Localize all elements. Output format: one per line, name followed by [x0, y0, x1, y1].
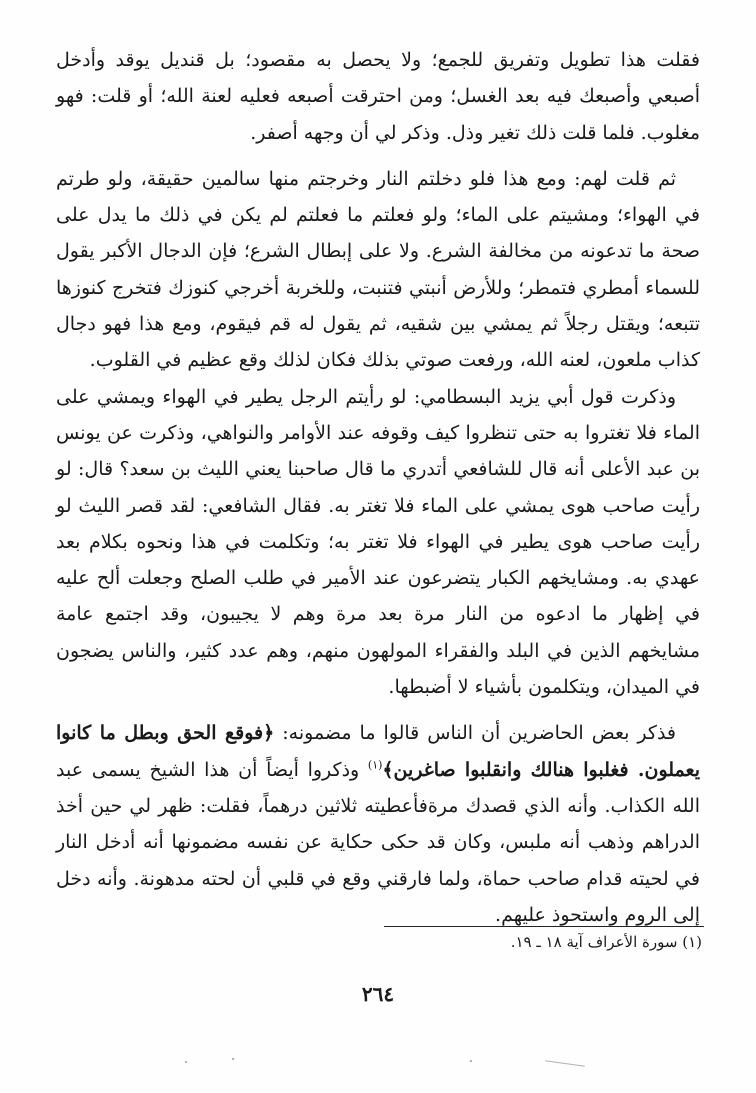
- paragraph-1: فقلت هذا تطويل وتفريق للجمع؛ ولا يحصل به مقصود؛ بل قنديل يوقد وأدخل أصبعي وأصبعك فيه بعد الغسل؛ ومن احترقت أصبعه فعليه لعنة الله؛ أو قلت: فهو مغلوب. فلما قلت ذلك تغير وذل. وذكر لي أن وجهه أصفر.: [56, 49, 700, 144]
- paragraph-4-rest: وذكروا أيضاً أن هذا الشيخ يسمى عبد الله الكذاب. وأنه الذي قصدك مرةفأعطيته ثلاثين درهماً، فقلت: ظهر لي حين أخذ الدراهم وذهب أنه ملبس، وكان قد حكى حكاية عن نفسه مضمونها أنه أدخل النار في لحيته قدام صاحب حماة، ولما فارقني وقع في قلبي أن لحته مدهونة. وأنه دخل إلى الروم واستحوذ عليهم.: [56, 758, 700, 926]
- paragraph-2: ثم قلت لهم: ومع هذا فلو دخلتم النار وخرجتم منها سالمين حقيقة، ولو طرتم في الهواء؛ ومشيتم على الماء؛ ولو فعلتم ما فعلتم لم يكن في ذلك ما يدل على صحة ما تدعونه من مخالفة الشرع. ولا على إبطال الشرع؛ فإن الدجال الأكبر يقول للسماء أمطري فتمطر؛ وللأرض أنبتي فتنبت، وللخربة أخرجي كنوزك فتخرج كنوزها تتبعه؛ ويقتل رجلاً ثم يمشي بين شقيه، ثم يقول له قم فيقوم، ومع هذا فهو دجال كذاب ملعون، لعنه الله، ورفعت صوتي بذلك فكان لذلك وقع عظيم في القلوب.: [56, 167, 700, 372]
- scan-speck: [232, 1058, 234, 1060]
- footnote: (١) سورة الأعراف آية ١٨ ـ ١٩.: [510, 933, 702, 951]
- scan-speck: [470, 1060, 472, 1062]
- paragraph-4: [56, 715, 700, 933]
- scan-speck: [185, 1061, 187, 1063]
- scan-mark: [545, 1060, 585, 1067]
- main-text: [56, 42, 700, 933]
- paragraph-3: وذكرت قول أبي يزيد البسطامي: لو رأيتم الرجل يطير في الهواء ويمشي على الماء فلا تغتروا به حتى تنظروا كيف وقوفه عند الأوامر والنواهي، وذكرت عن يونس بن عبد الأعلى أنه قال للشافعي أتدري ما قال صاحبنا يعني الليث بن سعد؟ قال: لو رأيت صاحب هوى يمشي على الماء فلا تغتر به. فقال الشافعي: لقد قصر الليث لو رأيت صاحب هوى يطير في الهواء فلا تغتر به؛ وتكلمت في هذا ونحوه بكلام بعد عهدي به. ومشايخهم الكبار يتضرعون عند الأمير في طلب الصلح وجعلت ألح عليه في إظهار ما ادعوه من النار مرة بعد مرة وهم لا يجيبون، وقد اجتمع عامة مشايخهم الذين في البلد والفقراء المولهون منهم، وهم عدد كثير، والناس يضجون في الميدان، ويتكلمون بأشياء لا أضبطها.: [56, 385, 701, 699]
- footnote-divider: [384, 926, 704, 927]
- footnote-marker: (١): [367, 758, 383, 772]
- quran-quote: ﴿فوقع الحق وبطل ما كانوا يعملون. فغلبوا هنالك وانقلبوا صاغرين﴾: [56, 722, 700, 781]
- paragraph-4-lead: فذكر بعض الحاضرين أن الناس قالوا ما مضمونه:: [274, 722, 676, 745]
- page-number: ٢٦٤: [361, 982, 395, 1006]
